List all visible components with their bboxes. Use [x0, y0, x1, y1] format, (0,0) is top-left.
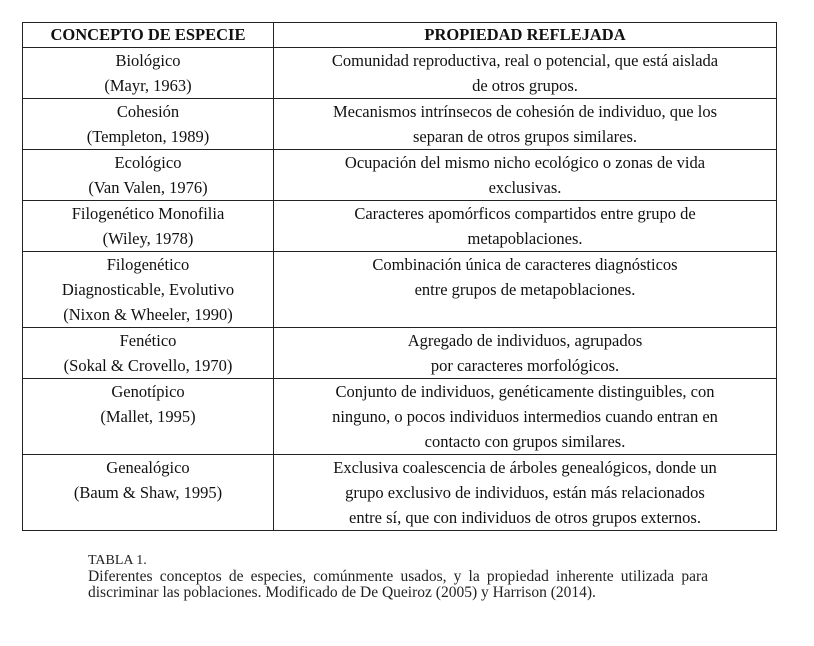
concept-cell: [23, 48, 274, 99]
concept-cell: [23, 252, 274, 328]
table-row: [23, 99, 777, 150]
property-line: Comunidad reproductiva, real o potencial, que está aislada: [331, 51, 719, 70]
property-line: de otros grupos.: [472, 76, 578, 95]
property-line: entre grupos de metapoblaciones.: [414, 280, 636, 299]
property-line: Caracteres apomórficos compartidos entre grupo de: [354, 204, 696, 223]
concept-line: (Baum & Shaw, 1995): [73, 483, 223, 502]
property-line: Mecanismos intrínsecos de cohesión de individuo, que los: [332, 102, 718, 121]
concept-line: (Mayr, 1963): [104, 76, 192, 95]
property-line: exclusivas.: [488, 178, 562, 197]
property-cell: [274, 48, 777, 99]
table-row: [23, 48, 777, 99]
concept-cell: [23, 379, 274, 455]
concept-line: Genealógico: [106, 458, 190, 477]
concept-line: Cohesión: [116, 102, 180, 121]
table-row: [23, 252, 777, 328]
concept-line: Filogenético Monofilia: [71, 204, 225, 223]
header-property: PROPIEDAD REFLEJADA: [274, 23, 777, 48]
concept-line: Filogenético: [106, 255, 190, 274]
property-line: Conjunto de individuos, genéticamente distinguibles, con: [335, 382, 715, 401]
concept-cell: [23, 201, 274, 252]
property-line: grupo exclusivo de individuos, están más relacionados: [345, 483, 705, 502]
table-row: [23, 201, 777, 252]
table-caption: [88, 553, 708, 601]
caption-text: Diferentes conceptos de especies, comúnmente usados, y la propiedad inherente utilizada para discriminar las poblaciones. Modificado de De Queiroz (2005) y Harrison (2014).: [88, 568, 708, 601]
species-concepts-table: [22, 22, 777, 531]
concept-cell: [23, 99, 274, 150]
concept-line: (Van Valen, 1976): [88, 178, 208, 197]
property-line: contacto con grupos similares.: [424, 432, 626, 451]
property-line: entre sí, que con individuos de otros grupos externos.: [349, 508, 701, 527]
property-cell: [274, 150, 777, 201]
table-row: [23, 150, 777, 201]
concept-cell: [23, 455, 274, 531]
property-cell: [274, 252, 777, 328]
property-cell: [274, 99, 777, 150]
concept-line: Fenético: [119, 331, 177, 350]
table-header-row: [23, 23, 777, 48]
property-cell: [274, 201, 777, 252]
concept-line: (Wiley, 1978): [102, 229, 194, 248]
property-cell: [274, 328, 777, 379]
property-cell: [274, 379, 777, 455]
property-line: Combinación única de caracteres diagnósticos: [372, 255, 678, 274]
concept-line: Genotípico: [111, 382, 185, 401]
property-line: ninguno, o pocos individuos intermedios cuando entran en: [332, 407, 718, 426]
table-row: [23, 455, 777, 531]
concept-cell: [23, 328, 274, 379]
concept-line: (Templeton, 1989): [86, 127, 210, 146]
property-line: por caracteres morfológicos.: [430, 356, 620, 375]
property-line: metapoblaciones.: [467, 229, 583, 248]
table-row: [23, 379, 777, 455]
property-line: Exclusiva coalescencia de árboles genealógicos, donde un: [333, 458, 717, 477]
concept-line: (Nixon & Wheeler, 1990): [63, 305, 233, 324]
property-line: Agregado de individuos, agrupados: [407, 331, 643, 350]
property-cell: [274, 455, 777, 531]
property-line: Ocupación del mismo nicho ecológico o zonas de vida: [344, 153, 706, 172]
concept-line: Ecológico: [114, 153, 182, 172]
table-row: [23, 328, 777, 379]
concept-line: (Mallet, 1995): [100, 407, 196, 426]
caption-label: TABLA 1.: [88, 553, 147, 568]
header-concept: CONCEPTO DE ESPECIE: [23, 23, 274, 48]
species-concepts-table-container: [22, 22, 776, 531]
concept-line: Biológico: [115, 51, 181, 70]
property-line: separan de otros grupos similares.: [412, 127, 638, 146]
concept-cell: [23, 150, 274, 201]
concept-line: (Sokal & Crovello, 1970): [63, 356, 233, 375]
concept-line: Diagnosticable, Evolutivo: [61, 280, 235, 299]
table-body: [23, 48, 777, 531]
